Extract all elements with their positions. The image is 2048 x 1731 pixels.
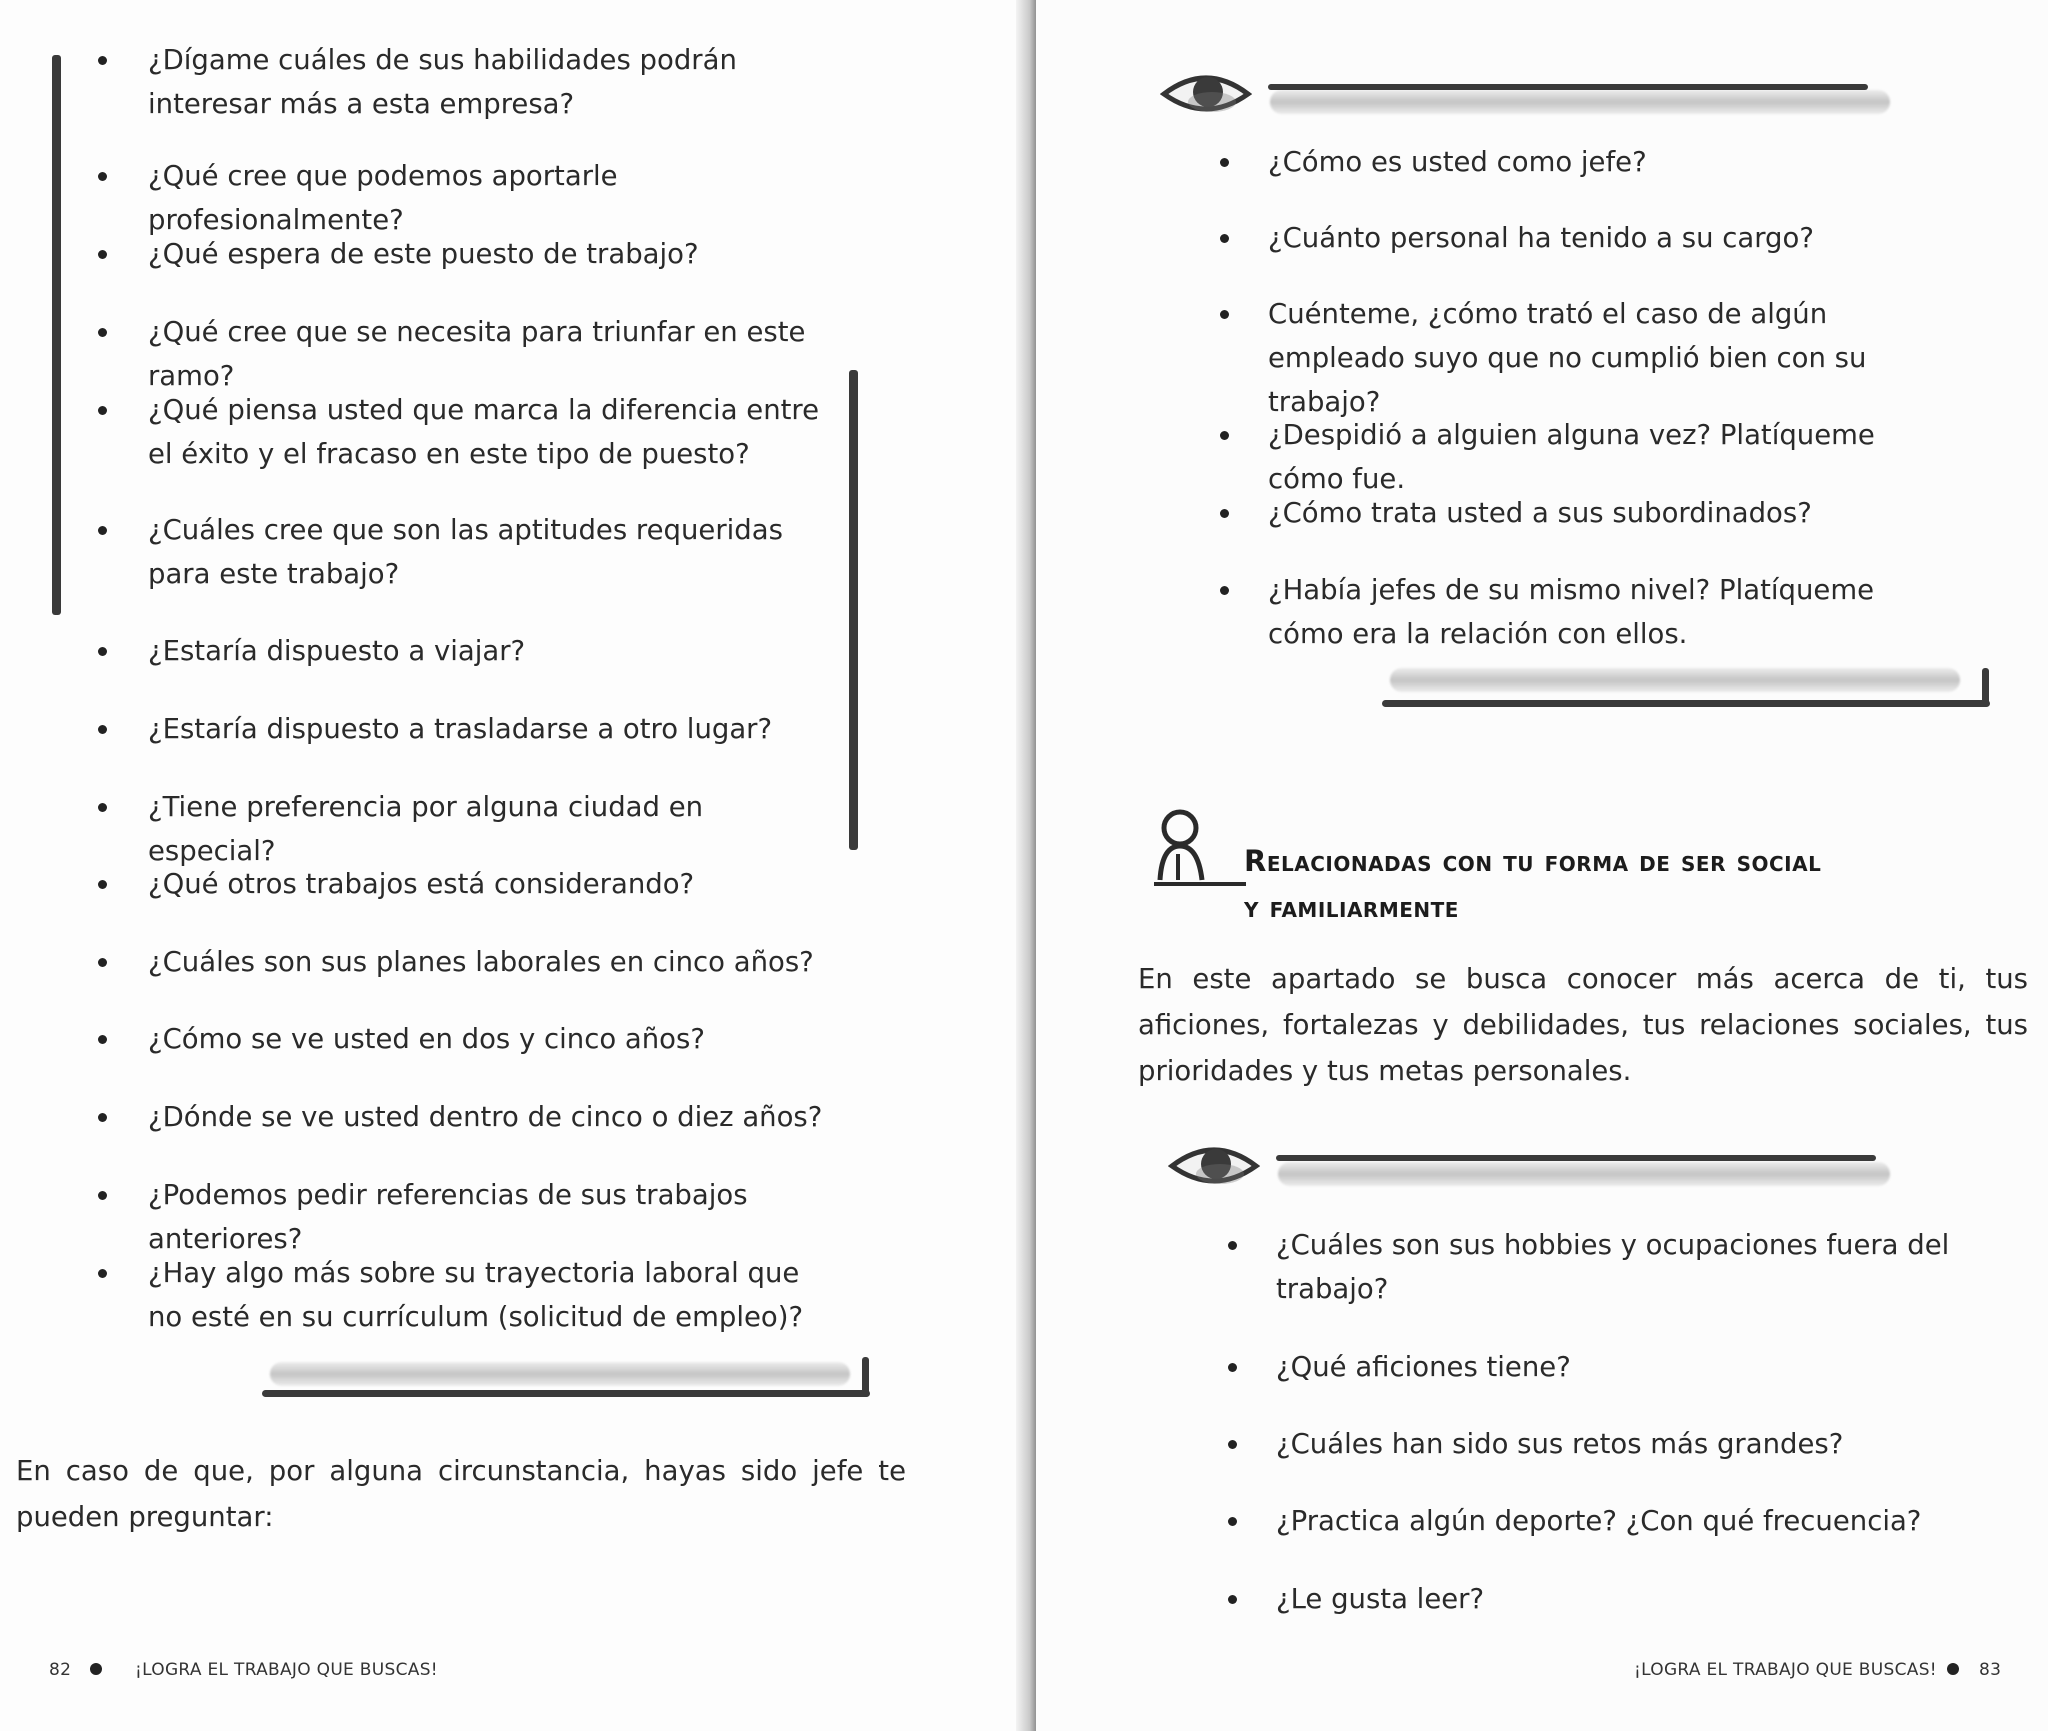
running-title: ¡LOGRA EL TRABAJO QUE BUSCAS! bbox=[1634, 1660, 1937, 1680]
list-item: ¿Dónde se ve usted dentro de cinco o diez años? bbox=[148, 1095, 828, 1139]
box-end-shade bbox=[270, 1362, 850, 1386]
list-item: ¿Cómo trata usted a sus subordinados? bbox=[1268, 491, 1948, 535]
eye-rule-shade bbox=[1270, 90, 1890, 114]
list-item: ¿Hay algo más sobre su trayectoria laboral que no esté en su currículum (solicitud de empleo)? bbox=[148, 1251, 828, 1339]
list-item: ¿Cómo se ve usted en dos y cinco años? bbox=[148, 1017, 828, 1061]
list-item: ¿Qué cree que se necesita para triunfar en este ramo? bbox=[148, 310, 828, 398]
list-item: Cuénteme, ¿cómo trató el caso de algún empleado suyo que no cumplió bien con su trabajo? bbox=[1268, 292, 1948, 424]
list-item: ¿Qué cree que podemos aportarle profesionalmente? bbox=[148, 154, 828, 242]
list-item: ¿Cuáles son sus planes laborales en cinco años? bbox=[148, 940, 828, 984]
section-heading-line1: Relacionadas con tu forma de ser social bbox=[1244, 844, 1822, 878]
list-item: ¿Practica algún deporte? ¿Con qué frecuencia? bbox=[1276, 1499, 1956, 1543]
list-item: ¿Había jefes de su mismo nivel? Platíqueme cómo era la relación con ellos. bbox=[1268, 568, 1948, 656]
list-item: ¿Tiene preferencia por alguna ciudad en especial? bbox=[148, 785, 828, 873]
list-item: ¿Podemos pedir referencias de sus trabajos anteriores? bbox=[148, 1173, 828, 1261]
section-heading bbox=[1244, 838, 1904, 930]
list-item: ¿Dígame cuáles de sus habilidades podrán interesar más a esta empresa? bbox=[148, 38, 828, 126]
box-end-shade bbox=[1390, 668, 1960, 692]
list-item: ¿Qué piensa usted que marca la diferencia entre el éxito y el fracaso en este tipo de puesto? bbox=[148, 388, 828, 476]
eye-rule-shade bbox=[1278, 1162, 1890, 1186]
eye-icon bbox=[1168, 1140, 1260, 1192]
list-item: ¿Qué otros trabajos está considerando? bbox=[148, 862, 828, 906]
section-heading-line2: y familiarmente bbox=[1244, 890, 1459, 924]
box-end-tick bbox=[862, 1357, 869, 1397]
box-end-rule bbox=[1382, 700, 1990, 707]
footer-bullet bbox=[1947, 1663, 1959, 1675]
page-number: 82 bbox=[49, 1660, 72, 1680]
right-brush-bar bbox=[849, 370, 858, 850]
list-item: ¿Estaría dispuesto a trasladarse a otro lugar? bbox=[148, 707, 828, 751]
list-item: ¿Estaría dispuesto a viajar? bbox=[148, 629, 828, 673]
list-item: ¿Cuáles han sido sus retos más grandes? bbox=[1276, 1422, 1956, 1466]
list-item: ¿Cómo es usted como jefe? bbox=[1268, 140, 1948, 184]
page-number: 83 bbox=[1979, 1660, 2002, 1680]
list-item: ¿Cuáles son sus hobbies y ocupaciones fuera del trabajo? bbox=[1276, 1223, 1956, 1311]
list-item: ¿Despidió a alguien alguna vez? Platíqueme cómo fue. bbox=[1268, 413, 1948, 501]
eye-rule bbox=[1268, 84, 1868, 90]
list-item: ¿Qué aficiones tiene? bbox=[1276, 1345, 1956, 1389]
running-title: ¡LOGRA EL TRABAJO QUE BUSCAS! bbox=[135, 1660, 438, 1680]
list-item: ¿Le gusta leer? bbox=[1276, 1577, 1956, 1621]
list-item: ¿Cuáles cree que son las aptitudes requeridas para este trabajo? bbox=[148, 508, 828, 596]
left-brush-bar bbox=[52, 55, 61, 615]
eye-icon bbox=[1160, 68, 1252, 120]
box-end-tick bbox=[1982, 668, 1989, 706]
boss-intro-paragraph: En caso de que, por alguna circunstancia, hayas sido jefe te pueden preguntar: bbox=[16, 1455, 906, 1533]
list-item: ¿Qué espera de este puesto de trabajo? bbox=[148, 232, 828, 276]
eye-rule bbox=[1276, 1155, 1876, 1161]
list-item: ¿Cuánto personal ha tenido a su cargo? bbox=[1268, 216, 1948, 260]
footer-bullet bbox=[90, 1663, 102, 1675]
section-intro-paragraph: En este apartado se busca conocer más acerca de ti, tus aficiones, fortalezas y debilidades, tus relaciones sociales, tus prioridades y tus metas personales. bbox=[1138, 963, 2028, 1087]
person-icon bbox=[1150, 806, 1250, 888]
box-end-rule bbox=[262, 1390, 870, 1397]
